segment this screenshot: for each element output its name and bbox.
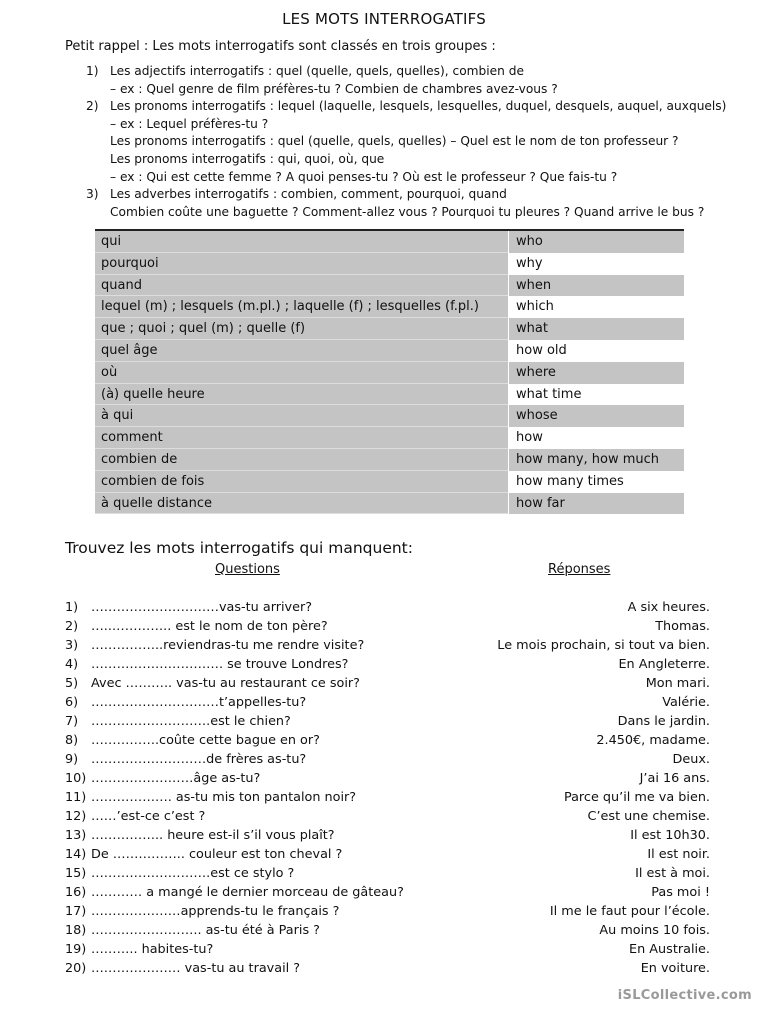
- exercise-number: 17): [65, 904, 87, 919]
- exercise-number: 13): [65, 828, 87, 843]
- vocab-table: [95, 229, 684, 514]
- rule-example: – ex : Quel genre de film préfères-tu ? Combien de chambres avez-vous ?: [110, 81, 558, 96]
- exercise-question: De …………….. couleur est ton cheval ?: [91, 847, 343, 862]
- exercise-answer: Il est noir.: [647, 847, 710, 862]
- vocab-row: [95, 318, 684, 340]
- exercise-question: …………………………. se trouve Londres?: [91, 657, 349, 672]
- exercise-answer: Il est à moi.: [635, 866, 710, 881]
- vocab-french: (à) quelle heure: [95, 384, 508, 406]
- exercise-question: …………….. heure est-il s’il vous plaît?: [91, 828, 335, 843]
- exercise-question: ……’est-ce c’est ?: [91, 809, 206, 824]
- exercise-number: 3): [65, 638, 79, 653]
- vocab-french: qui: [95, 231, 508, 253]
- vocab-french: comment: [95, 427, 508, 449]
- exercise-row: [65, 712, 710, 731]
- exercise-row: [65, 769, 710, 788]
- vocab-english: what time: [508, 384, 684, 406]
- exercise-answer: En Australie.: [629, 942, 710, 957]
- rule-text: Les adverbes interrogatifs : combien, comment, pourquoi, quand: [110, 187, 507, 202]
- rule-2: [86, 98, 726, 116]
- exercise-number: 14): [65, 847, 87, 862]
- vocab-row: [95, 384, 684, 406]
- rule-example: Combien coûte une baguette ? Comment-allez vous ? Pourquoi tu pleures ? Quand arrive le bus ?: [110, 204, 705, 219]
- exercise-answer: 2.450€, madame.: [596, 733, 710, 748]
- vocab-french: où: [95, 362, 508, 384]
- exercise-question: ……………………….est le chien?: [91, 714, 291, 729]
- vocab-row: [95, 493, 684, 515]
- exercise-answer: Dans le jardin.: [617, 714, 710, 729]
- exercise-row: [65, 826, 710, 845]
- vocab-english: how far: [508, 493, 684, 515]
- exercise-question: ……………..reviendras-tu me rendre visite?: [91, 638, 365, 653]
- vocab-french: que ; quoi ; quel (m) ; quelle (f): [95, 318, 508, 340]
- vocab-row: [95, 296, 684, 318]
- rule-text: Les pronoms interrogatifs : qui, quoi, où, que: [110, 151, 385, 166]
- exercise-question: ………… a mangé le dernier morceau de gâteau?: [91, 885, 404, 900]
- exercise-number: 20): [65, 961, 87, 976]
- rule-3: [86, 186, 726, 204]
- exercise-question: ………………………de frères as-tu?: [91, 752, 307, 767]
- exercise-row: [65, 902, 710, 921]
- exercise-number: 9): [65, 752, 79, 767]
- exercise-row: [65, 636, 710, 655]
- exercise-number: 19): [65, 942, 87, 957]
- vocab-french: lequel (m) ; lesquels (m.pl.) ; laquelle (f) ; lesquelles (f.pl.): [95, 296, 508, 318]
- exercise-list: [65, 598, 710, 978]
- rule-1: [86, 63, 726, 81]
- exercise-number: 18): [65, 923, 87, 938]
- exercise-row: [65, 788, 710, 807]
- vocab-row: [95, 471, 684, 493]
- vocab-row: [95, 275, 684, 297]
- exercise-answer: Il me le faut pour l’école.: [549, 904, 710, 919]
- rule-text: Les adjectifs interrogatifs : quel (quelle, quels, quelles), combien de: [110, 64, 524, 78]
- rule-number: 1): [86, 64, 99, 78]
- exercise-row: [65, 674, 710, 693]
- exercise-question: ……….. habites-tu?: [91, 942, 214, 957]
- vocab-english: who: [508, 231, 684, 253]
- exercise-number: 11): [65, 790, 87, 805]
- exercise-row: [65, 598, 710, 617]
- exercise-row: [65, 864, 710, 883]
- exercise-row: [65, 655, 710, 674]
- exercise-answer: A six heures.: [627, 600, 710, 615]
- exercise-row: [65, 883, 710, 902]
- exercise-number: 5): [65, 676, 79, 691]
- vocab-row: [95, 427, 684, 449]
- exercise-number: 15): [65, 866, 87, 881]
- watermark-logo: iSLCollective.com: [617, 988, 752, 1003]
- exercise-number: 8): [65, 733, 79, 748]
- exercise-question: …..………….. est le nom de ton père?: [91, 619, 328, 634]
- exercise-answer: En voiture.: [640, 961, 710, 976]
- exercise-row: [65, 693, 710, 712]
- exercise-answer: Parce qu’il me va bien.: [563, 790, 710, 805]
- exercise-row: [65, 845, 710, 864]
- exercise-question: …………………….. as-tu été à Paris ?: [91, 923, 320, 938]
- vocab-english: how many, how much: [508, 449, 684, 471]
- exercise-number: 2): [65, 619, 79, 634]
- exercise-row: [65, 750, 710, 769]
- exercise-row: [65, 617, 710, 636]
- exercise-number: 4): [65, 657, 79, 672]
- exercise-title: Trouvez les mots interrogatifs qui manquent:: [65, 539, 413, 557]
- exercise-question: ………………. as-tu mis ton pantalon noir?: [91, 790, 357, 805]
- exercise-answer: En Angleterre.: [618, 657, 710, 672]
- exercise-answer: Mon mari.: [645, 676, 710, 691]
- exercise-answer: Thomas.: [655, 619, 710, 634]
- exercise-row: [65, 807, 710, 826]
- vocab-french: quel âge: [95, 340, 508, 362]
- vocab-english: which: [508, 296, 684, 318]
- exercise-answer: J’ai 16 ans.: [639, 771, 710, 786]
- vocab-french: combien de fois: [95, 471, 508, 493]
- rule-example: – ex : Lequel préfères-tu ?: [110, 116, 269, 131]
- page-title: LES MOTS INTERROGATIFS: [282, 10, 486, 28]
- exercise-number: 7): [65, 714, 79, 729]
- exercise-question: ……………………âge as-tu?: [91, 771, 261, 786]
- rule-example: – ex : Qui est cette femme ? A quoi penses-tu ? Où est le professeur ? Que fais-tu ?: [110, 169, 618, 184]
- exercise-number: 12): [65, 809, 87, 824]
- rule-number: 2): [86, 99, 99, 114]
- exercise-number: 6): [65, 695, 79, 710]
- vocab-french: quand: [95, 275, 508, 297]
- exercise-question: Avec ……….. vas-tu au restaurant ce soir?: [91, 676, 360, 691]
- exercise-answer: C’est une chemise.: [587, 809, 710, 824]
- exercise-question: …………….coûte cette bague en or?: [91, 733, 320, 748]
- exercise-answer: Deux.: [672, 752, 710, 767]
- vocab-french: à qui: [95, 405, 508, 427]
- exercise-number: 1): [65, 600, 79, 615]
- exercise-question: …………………………t’appelles-tu?: [91, 695, 307, 710]
- answers-header: Réponses: [548, 562, 611, 577]
- vocab-english: what: [508, 318, 684, 340]
- exercise-question: …………………apprends-tu le français ?: [91, 904, 340, 919]
- vocab-row: [95, 253, 684, 275]
- exercise-answer: Pas moi !: [651, 885, 710, 900]
- exercise-row: [65, 731, 710, 750]
- vocab-french: à quelle distance: [95, 493, 508, 515]
- exercise-row: [65, 921, 710, 940]
- vocab-english: how many times: [508, 471, 684, 493]
- rule-text: Les pronoms interrogatifs : quel (quelle, quels, quelles) – Quel est le nom de ton professeur ?: [110, 134, 679, 149]
- vocab-english: where: [508, 362, 684, 384]
- exercise-row: [65, 959, 710, 978]
- vocab-french: combien de: [95, 449, 508, 471]
- vocab-english: whose: [508, 405, 684, 427]
- vocab-row: [95, 362, 684, 384]
- vocab-english: when: [508, 275, 684, 297]
- exercise-answer: Valérie.: [662, 695, 710, 710]
- exercise-row: [65, 940, 710, 959]
- exercise-answer: Le mois prochain, si tout va bien.: [497, 638, 710, 653]
- exercise-answer: Au moins 10 fois.: [599, 923, 710, 938]
- exercise-number: 10): [65, 771, 87, 786]
- vocab-english: how: [508, 427, 684, 449]
- vocab-row: [95, 340, 684, 362]
- vocab-row: [95, 449, 684, 471]
- exercise-question: ……………………….est ce stylo ?: [91, 866, 295, 881]
- vocab-row: [95, 231, 684, 253]
- vocab-english: why: [508, 253, 684, 275]
- vocab-row: [95, 405, 684, 427]
- rule-number: 3): [86, 187, 99, 202]
- intro-text: Petit rappel : Les mots interrogatifs sont classés en trois groupes :: [65, 39, 496, 54]
- exercise-question: ………………… vas-tu au travail ?: [91, 961, 301, 976]
- vocab-french: pourquoi: [95, 253, 508, 275]
- vocab-english: how old: [508, 340, 684, 362]
- exercise-question: …………………………vas-tu arriver?: [91, 600, 313, 615]
- questions-header: Questions: [215, 562, 280, 577]
- rule-text: Les pronoms interrogatifs : lequel (laquelle, lesquels, lesquelles, duquel, desquels, auquel, auxquels): [110, 99, 727, 114]
- exercise-answer: Il est 10h30.: [630, 828, 710, 843]
- rules-list: [86, 63, 726, 221]
- exercise-number: 16): [65, 885, 87, 900]
